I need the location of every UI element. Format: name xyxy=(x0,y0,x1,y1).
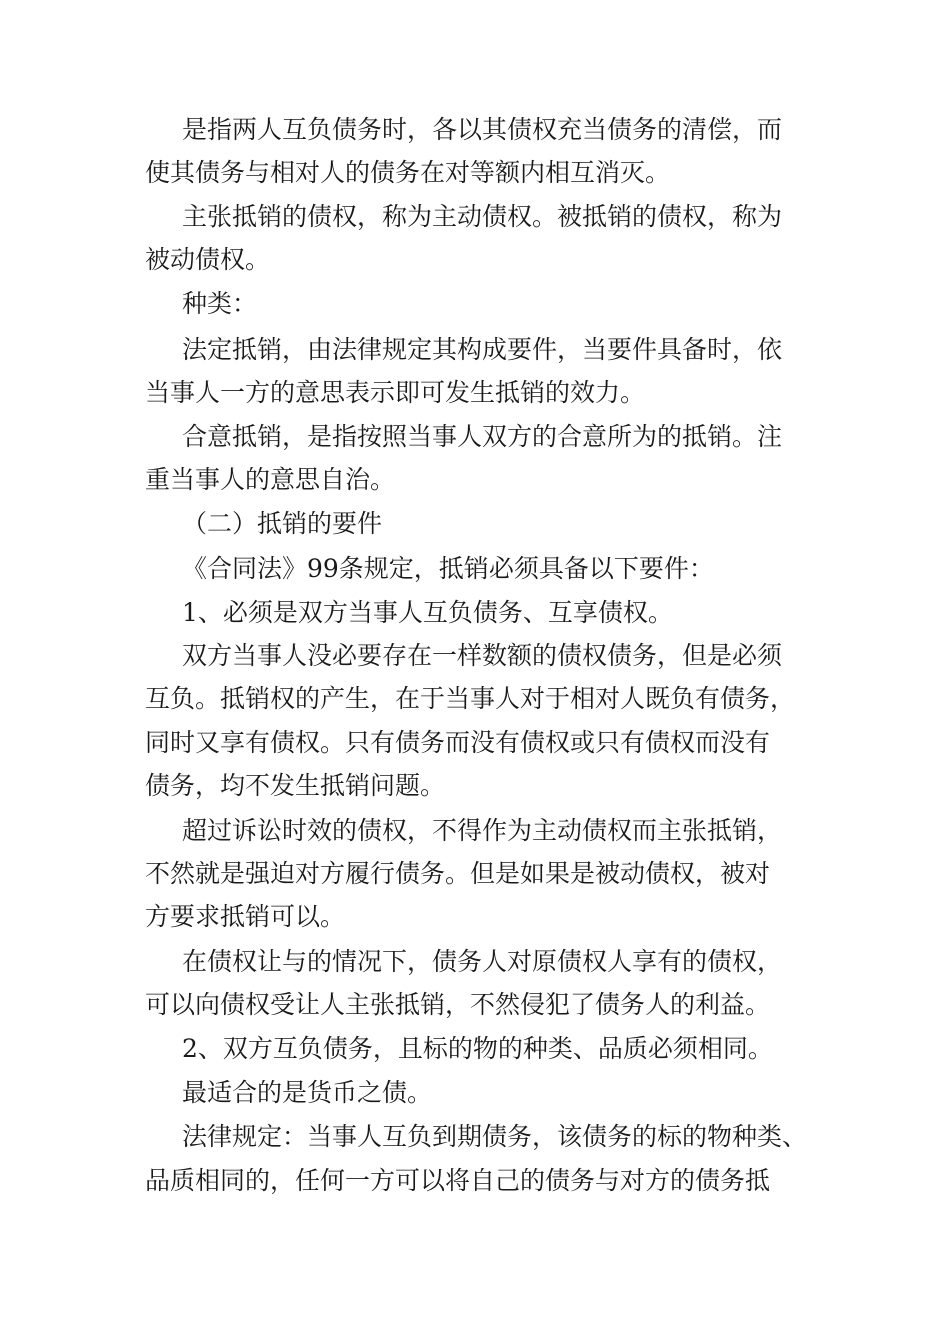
paragraph-5-line-2: 重当事人的意思自治。 xyxy=(145,465,396,494)
paragraph-4-line-2: 当事人一方的意思表示即可发生抵销的效力。 xyxy=(145,378,646,407)
paragraph-1-line-1: 是指两人互负债务时，各以其债权充当债务的清偿，而 xyxy=(182,115,783,144)
paragraph-8-line-1: 1、必须是双方当事人互负债务、互享债权。 xyxy=(182,598,673,627)
paragraph-3-line-1: 种类： xyxy=(182,289,258,318)
paragraph-5-line-1: 合意抵销，是指按照当事人双方的合意所为的抵销。注 xyxy=(182,422,783,451)
paragraph-7-line-1: 《合同法》99条规定，抵销必须具备以下要件： xyxy=(182,554,714,583)
section-heading: （二）抵销的要件 xyxy=(182,509,383,538)
paragraph-2-line-1: 主张抵销的债权，称为主动债权。被抵销的债权，称为 xyxy=(182,202,783,231)
paragraph-9-line-1: 双方当事人没必要存在一样数额的债权债务，但是必须 xyxy=(182,641,783,670)
paragraph-14-line-2: 品质相同的，任何一方可以将自己的债务与对方的债务抵 xyxy=(145,1166,771,1195)
paragraph-4-line-1: 法定抵销，由法律规定其构成要件，当要件具备时，依 xyxy=(182,335,783,364)
paragraph-10-line-2: 不然就是强迫对方履行债务。但是如果是被动债权，被对 xyxy=(145,859,771,888)
paragraph-14-line-1: 法律规定：当事人互负到期债务，该债务的标的物种类、 xyxy=(182,1122,808,1151)
paragraph-13-line-1: 最适合的是货币之债。 xyxy=(182,1078,433,1107)
paragraph-10-line-3: 方要求抵销可以。 xyxy=(145,902,346,931)
paragraph-9-line-4: 债务，均不发生抵销问题。 xyxy=(145,771,446,800)
paragraph-2-line-2: 被动债权。 xyxy=(145,245,271,274)
paragraph-11-line-1: 在债权让与的情况下，债务人对原债权人享有的债权， xyxy=(182,947,783,976)
paragraph-9-line-2: 互负。抵销权的产生，在于当事人对于相对人既负有债务， xyxy=(145,684,796,713)
paragraph-11-line-2: 可以向债权受让人主张抵销，不然侵犯了债务人的利益。 xyxy=(145,990,771,1019)
paragraph-12-line-1: 2、双方互负债务，且标的物的种类、品质必须相同。 xyxy=(182,1034,773,1063)
paragraph-1-line-2: 使其债务与相对人的债务在对等额内相互消灭。 xyxy=(145,158,671,187)
paragraph-9-line-3: 同时又享有债权。只有债务而没有债权或只有债权而没有 xyxy=(145,728,771,757)
paragraph-10-line-1: 超过诉讼时效的债权，不得作为主动债权而主张抵销， xyxy=(182,816,783,845)
